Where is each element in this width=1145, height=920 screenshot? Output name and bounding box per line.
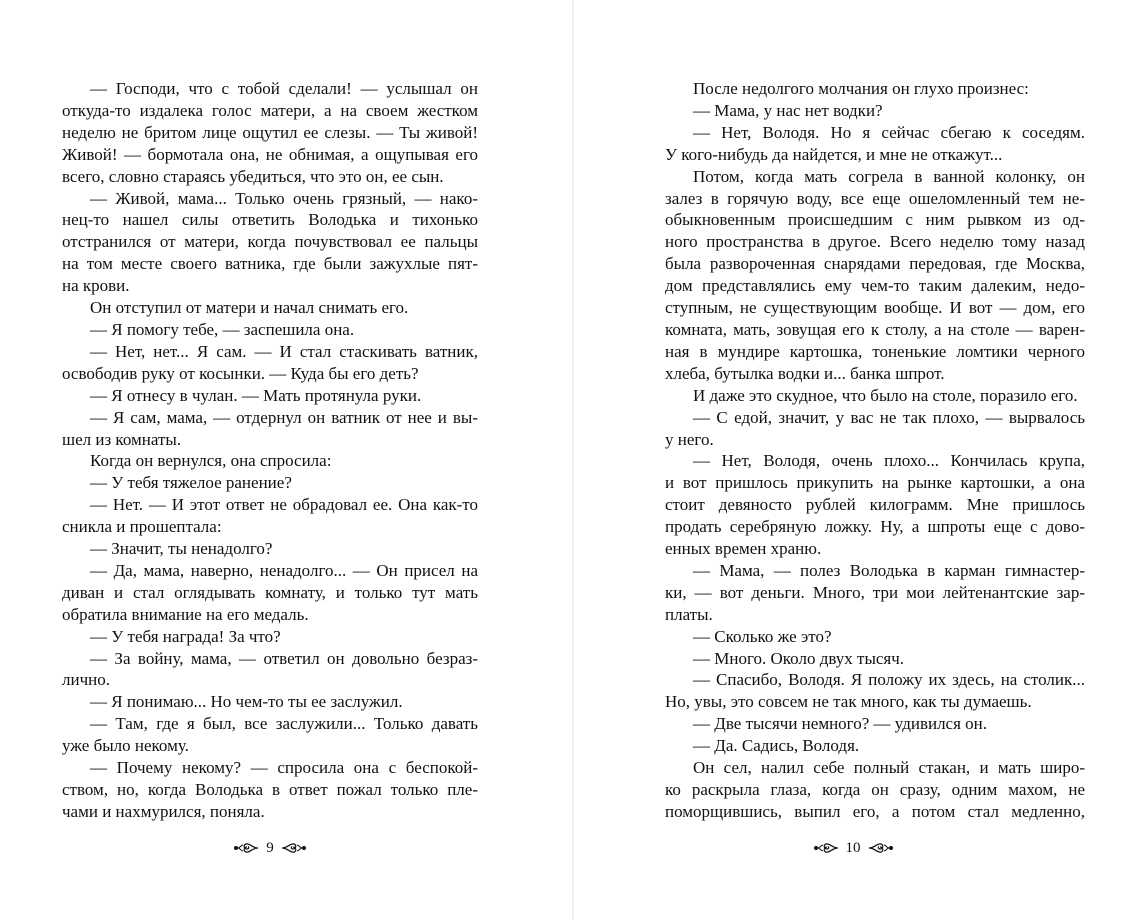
text-line: — Я сам, мама, — отдернул он ватник от нее и вы- [90,407,478,427]
text-line: — Мама, у нас нет водки? [693,100,883,120]
text-line: обыкновенным происшедшим с ним рывком из од- [665,210,1085,230]
text-line: — Да. Садись, Володя. [693,736,860,756]
text-line: — Там, где я был, все заслужили... Только давать [90,714,478,734]
text-line: была развороченная снарядами передовая, где Москва, [665,254,1085,274]
right-page-text [665,78,1085,823]
text-line: Он сел, налил себе полный стакан, и мать широ- [693,758,1085,778]
text-line: Он отступил от матери и начал снимать его. [90,298,409,318]
text-line: ного пространства в другое. Всего неделю тому назад [665,232,1085,252]
text-line: После недолгого молчания он глухо произнес: [693,79,1029,98]
fleuron-icon [810,839,840,857]
right-page [573,0,1145,920]
text-line: ки, — вот деньги. Много, три мои лейтенантские зар- [665,582,1085,602]
text-line: у него. [665,429,714,449]
text-line: уже было некому. [62,736,189,756]
text-line: — Две тысячи немного? — удивился он. [693,714,988,734]
text-line: Но, увы, это совсем не так много, как ты думаешь. [665,692,1032,712]
text-line: енных времен храню. [665,539,822,559]
left-page-folio [170,839,370,857]
text-line: — Значит, ты ненадолго? [90,539,273,559]
text-line: откуда-то издалека голос матери, а на своем жестком [62,100,478,120]
text-line: сникла и прошептала: [62,517,222,537]
page-number: 9 [266,839,274,856]
text-line: — Нет, нет... Я сам. — И стал стаскивать ватник, [90,341,478,361]
text-line: — У тебя награда! За что? [90,626,281,646]
text-line: шел из комнаты. [62,429,182,449]
text-line: — Нет. — И этот ответ не обрадовал ее. Она как-то [90,495,478,515]
text-line: — Сколько же это? [693,626,832,646]
text-line: всего, словно стараясь убедиться, что это он, ее сын. [62,166,444,186]
text-line: неделю не бритом лице ощутил ее слезы. — Ты живой! [62,122,478,142]
text-line: поморщившись, выпил его, а потом стал медленно, [665,801,1085,821]
left-page-text [62,78,478,823]
text-line: ступным, не существующим вообще. И вот — дом, его [665,298,1085,318]
text-line: отстранился от матери, когда почувствовал ее пальцы [62,232,478,252]
text-line: обратила внимание на его медаль. [62,604,309,624]
text-line: Когда он вернулся, она спросила: [90,451,332,471]
text-line: нец-то нашел силы ответить Володька и тихонько [62,210,478,230]
text-line: ко раскрыла глаза, когда он сразу, одним махом, не [665,780,1085,799]
text-line: на крови. [62,276,130,296]
text-line: дом представлялись ему чем-то таким далеким, недо- [665,276,1085,296]
text-line: на том месте своего ватника, где были зажухлые пят- [62,254,478,274]
text-line: лично. [62,670,110,690]
text-line: освободив руку от косынки. — Куда бы его деть? [62,363,419,383]
text-line: — У тебя тяжелое ранение? [90,473,292,493]
text-line: — Живой, мама... Только очень грязный, — нако- [90,188,478,208]
text-line: — Я помогу тебе, — заспешила она. [90,319,355,339]
text-line: комната, мать, зовущая его к столу, а на столе — варен- [665,319,1085,339]
text-line: — Да, мама, наверно, ненадолго... — Он присел на [90,560,478,580]
page-number: 10 [845,839,861,856]
text-line: — Мама, — полез Володька в карман гимнастер- [693,560,1085,580]
text-line: ством, но, когда Володька в ответ пожал только пле- [62,780,478,799]
left-page [0,0,572,920]
text-line: — За войну, мама, — ответил он довольно безраз- [90,648,478,668]
text-line: Живой! — бормотала она, не обнимая, а ощупывая его [62,144,478,164]
text-line: И даже это скудное, что было на столе, поразило его. [693,385,1078,405]
fleuron-icon [230,839,260,857]
text-line: — Нет, Володя. Но я сейчас сбегаю к соседям. [693,122,1085,142]
text-line: — Господи, что с тобой сделали! — услышал он [90,79,478,98]
text-line: диван и стал оглядывать комнату, и только тут мать [62,582,478,602]
text-line: У кого-нибудь да найдется, и мне не откажут... [665,144,1003,164]
text-line: продать серебряную ложку. Ну, а шпроты еще с дово- [665,517,1085,537]
text-line: — С едой, значит, у вас не так плохо, — вырвалось [693,407,1085,427]
text-line: — Почему некому? — спросила она с беспокой- [90,758,478,778]
text-line: залез в горячую воду, все еще ошеломленный тем не- [665,188,1085,208]
fleuron-icon [280,839,310,857]
text-line: — Я понимаю... Но чем-то ты ее заслужил. [90,692,403,712]
text-line: чами и нахмурился, поняла. [62,801,265,821]
text-line: хлеба, бутылка водки и... банка шпрот. [665,363,945,383]
text-line: ная в мундире картошка, тоненькие ломтики черного [665,341,1085,361]
text-line: — Спасибо, Володя. Я положу их здесь, на столик... [693,670,1085,690]
text-line: — Много. Около двух тысяч. [693,648,905,668]
text-line: платы. [665,604,713,624]
text-line: стоит девяносто рублей килограмм. Мне пришлось [665,495,1085,515]
right-page-folio [753,839,953,857]
fleuron-icon [867,839,897,857]
text-line: — Нет, Володя, очень плохо... Кончилась крупа, [693,451,1085,471]
text-line: и вот пришлось прикупить на рынке картошки, а она [665,473,1085,493]
text-line: Потом, когда мать согрела в ванной колонку, он [693,166,1085,186]
text-line: — Я отнесу в чулан. — Мать протянула руки. [90,385,422,405]
